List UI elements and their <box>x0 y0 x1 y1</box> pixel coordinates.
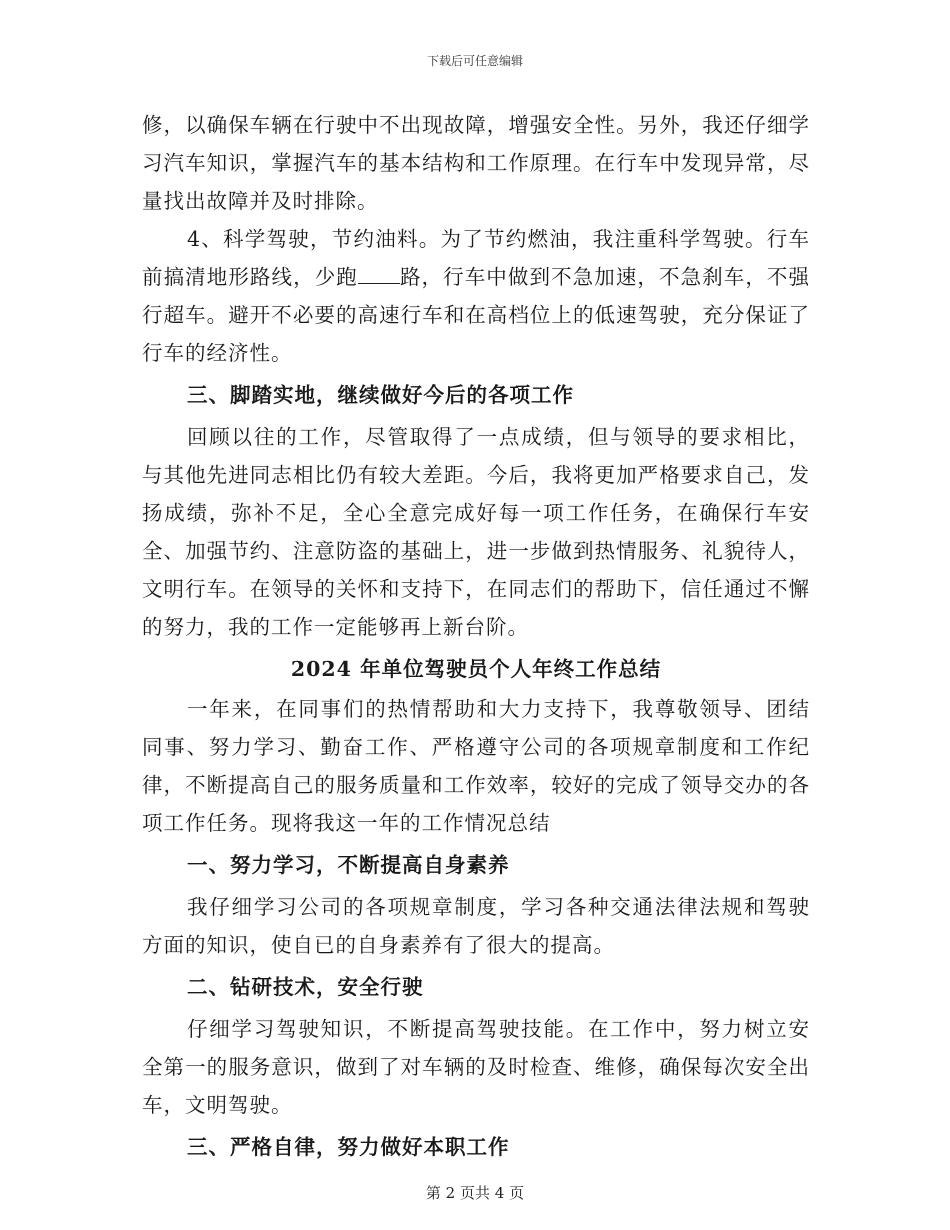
paragraph: 回顾以往的工作，尽管取得了一点成绩，但与领导的要求相比，与其他先进同志相比仍有较大差距。今后，我将更加严格要求自己，发扬成绩，弥补不足，全心全意完成好每一项工作任务，在确保行车安全、加强节约、注意防盗的基础上，进一步做到热情服务、礼貌待人，文明行车。在领导的关怀和支持下，在同志们的帮助下，信任通过不懈的努力，我的工作一定能够再上新台阶。 <box>142 425 810 639</box>
paragraph: 仔细学习驾驶知识，不断提高驾驶技能。在工作中，努力树立安全第一的服务意识，做到了对车辆的及时检查、维修，确保每次安全出车，文明驾驶。 <box>142 1017 810 1117</box>
paragraph-continuation: 修，以确保车辆在行驶中不出现故障，增强安全性。另外，我还仔细学习汽车知识，掌握汽车的基本结构和工作原理。在行车中发现异常，尽量找出故障并及时排除。 <box>142 113 810 213</box>
page-footer: 第 2 页共 4 页 <box>425 1184 525 1202</box>
section-heading: 三、脚踏实地，继续做好今后的各项工作 <box>187 383 574 407</box>
paragraph-item-4 <box>142 220 810 372</box>
section-heading: 三、严格自律，努力做好本职工作 <box>187 1135 510 1159</box>
paragraph-text-after-blank: 路，行车中做到不急加速，不急刹车，不强行超车。避开不必要的高速行车和在高档位上的低速驾驶，充分保证了行车的经济性。 <box>142 265 811 365</box>
paragraph: 一年来，在同事们的热情帮助和大力支持下，我尊敬领导、团结同事、努力学习、勤奋工作、严格遵守公司的各项规章制度和工作纪律，不断提高自己的服务质量和工作效率，较好的完成了领导交办的各项工作任务。现将我这一年的工作情况总结 <box>142 697 810 835</box>
paragraph-text-before-blank: 4、科学驾驶，节约油料。为了节约燃油，我注重科学驾驶。行车前搞清地形路线，少跑 <box>142 227 810 289</box>
section-heading: 二、钻研技术，安全行驶 <box>187 975 424 999</box>
fill-in-blank <box>358 265 400 284</box>
document-body <box>142 106 810 1170</box>
section-heading: 一、努力学习，不断提高自身素养 <box>187 853 510 877</box>
document-title: 2024 年单位驾驶员个人年终工作总结 <box>290 657 662 681</box>
paragraph: 我仔细学习公司的各项规章制度，学习各种交通法律法规和驾驶方面的知识，使自已的自身素养有了很大的提高。 <box>142 895 810 957</box>
page-header: 下载后可任意编辑 <box>426 54 523 68</box>
